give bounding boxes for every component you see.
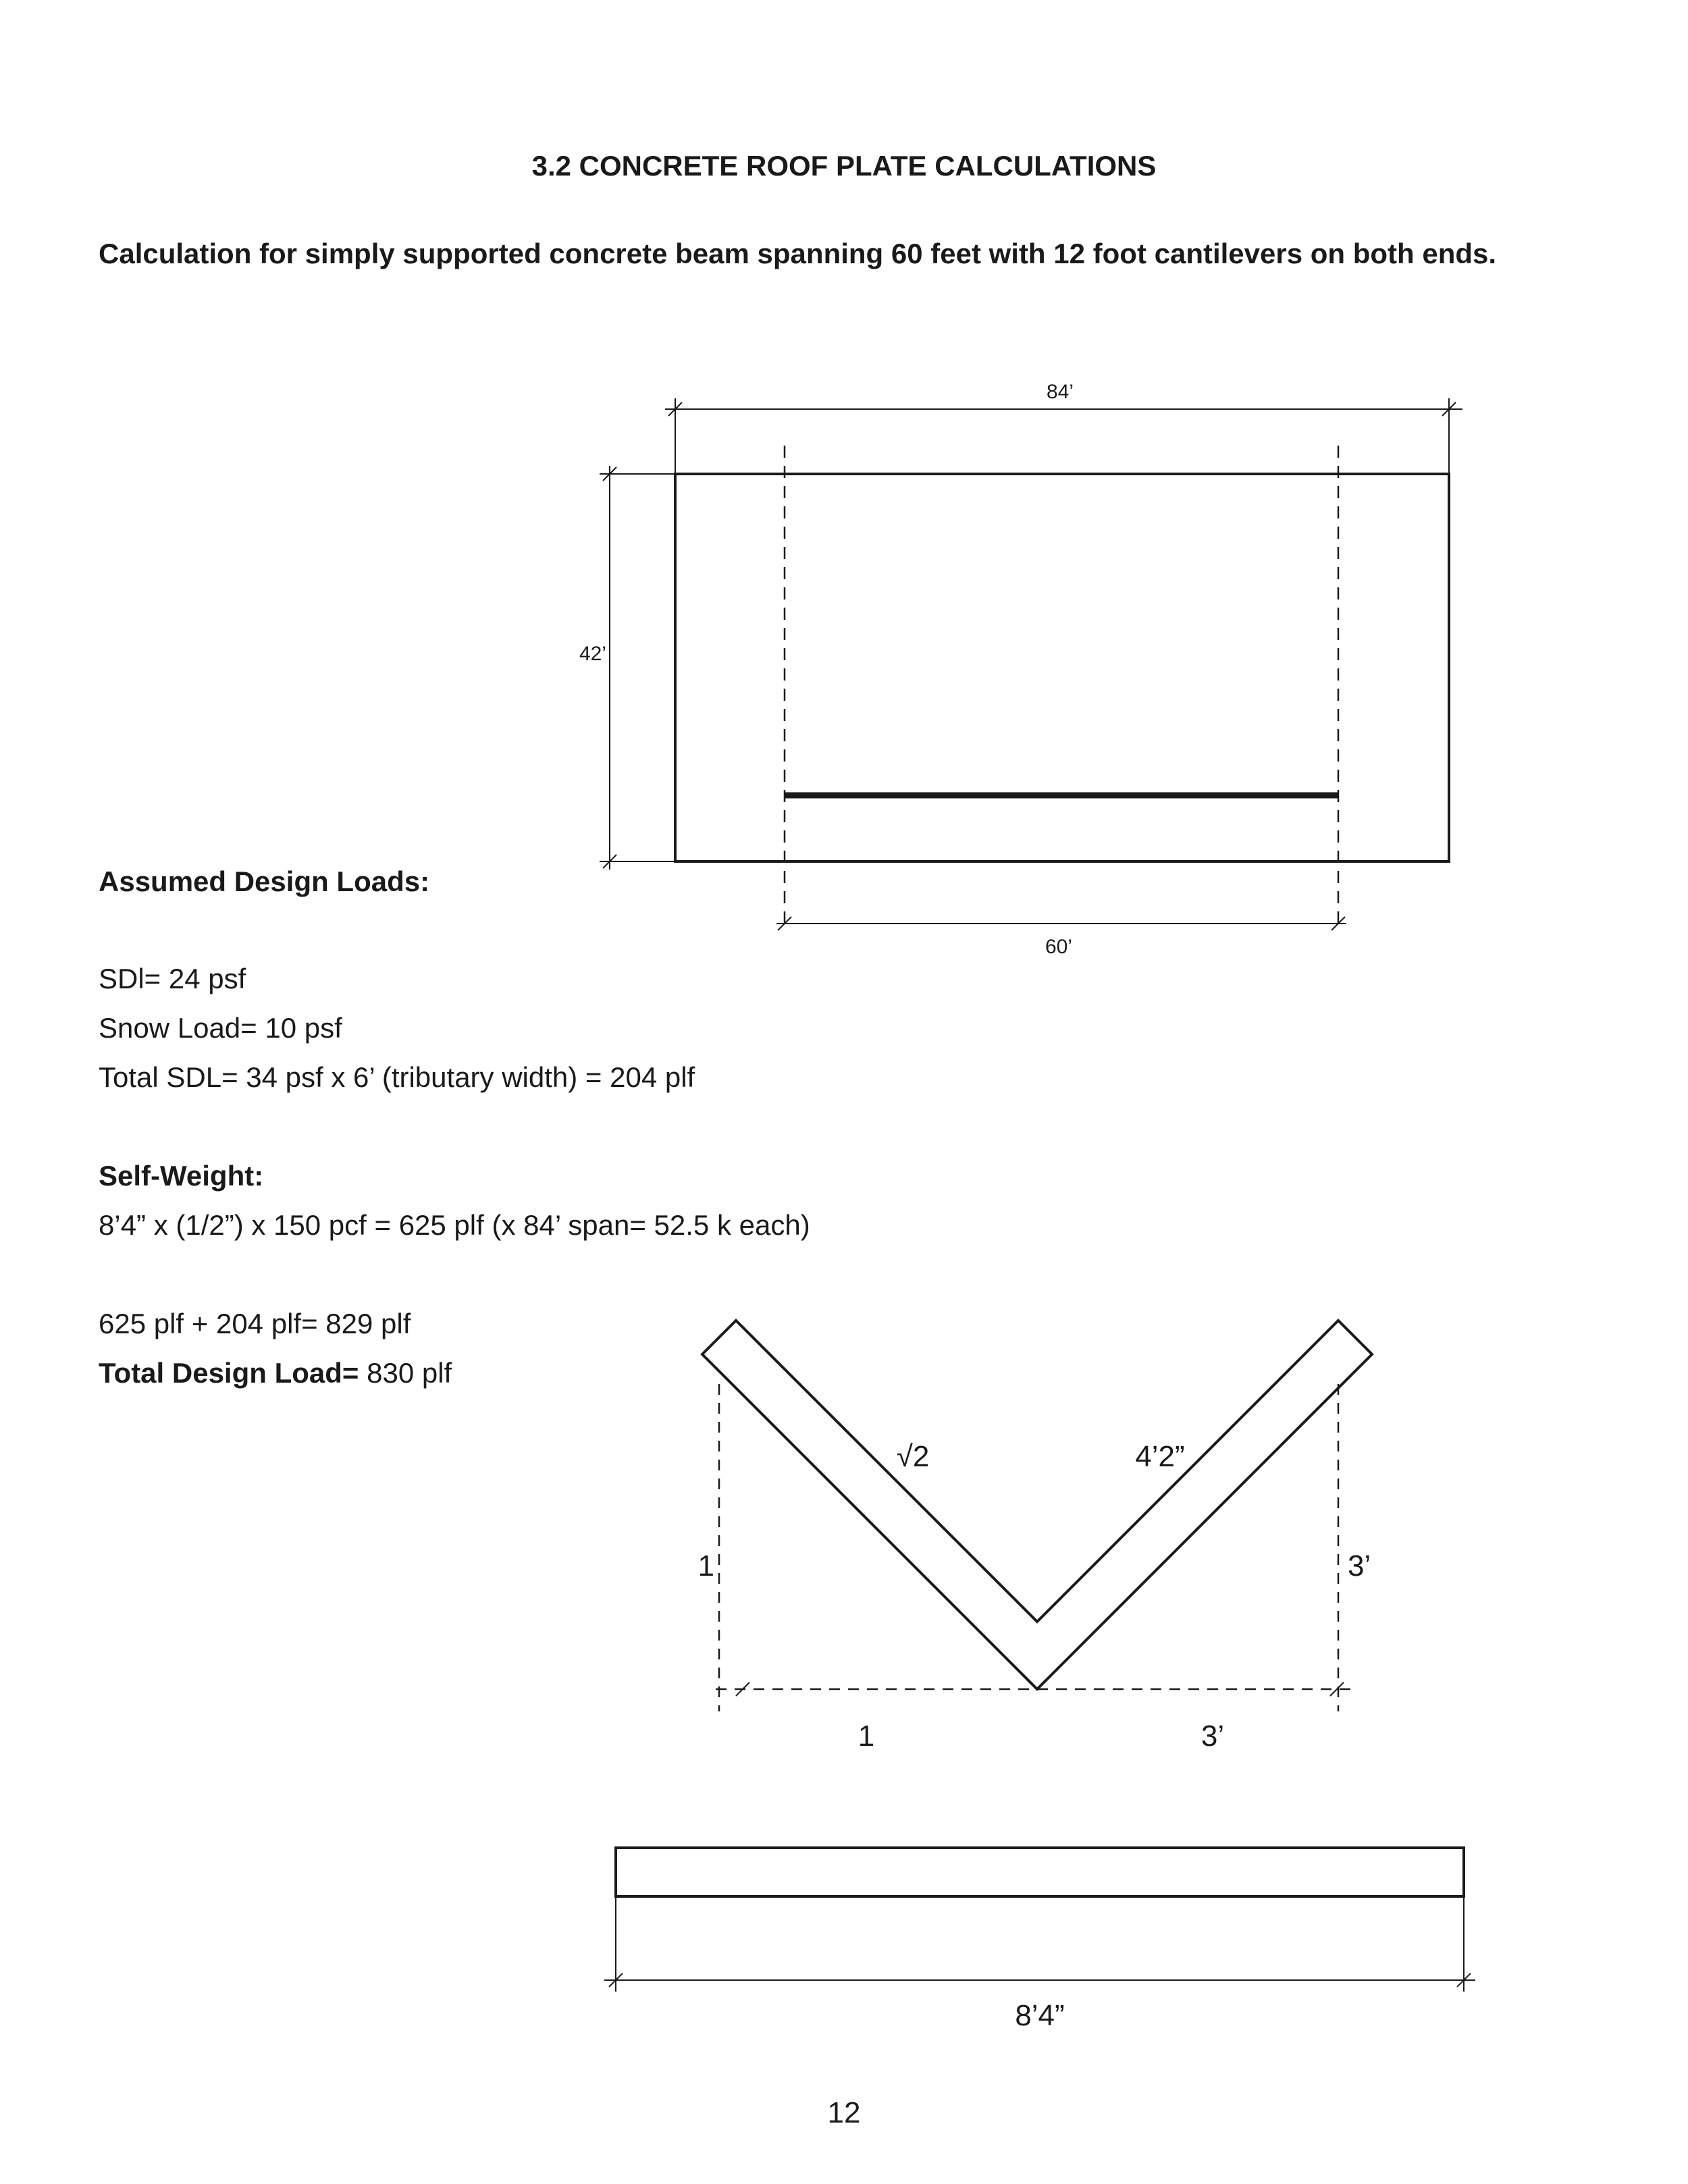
- total-sdl-line: Total SDL= 34 psf x 6’ (tributary width) = 204 plf: [99, 1061, 695, 1093]
- left-rise-label: 1: [697, 1549, 714, 1582]
- design-loads-heading: Assumed Design Loads:: [99, 865, 430, 897]
- left-run-label: 1: [858, 1720, 875, 1753]
- unfolded-plate-diagram: [604, 1848, 1475, 1992]
- total-design-load-label: Total Design Load=: [99, 1357, 359, 1389]
- height-dimension-label: 42’: [579, 643, 607, 665]
- v-plate-section: [702, 1321, 1372, 1689]
- load-sum-line: 625 plf + 204 plf= 829 plf: [99, 1308, 411, 1339]
- roof-plate-outline: [675, 474, 1449, 861]
- right-slope-label: 4’2”: [1135, 1440, 1185, 1473]
- self-weight-heading: Self-Weight:: [99, 1160, 264, 1192]
- snow-load-line: Snow Load= 10 psf: [99, 1012, 342, 1044]
- width-dimension-label: 84’: [1046, 381, 1074, 403]
- section-diagram: [702, 1321, 1372, 1711]
- right-run-label: 3’: [1201, 1720, 1225, 1753]
- plan-diagram: [600, 398, 1462, 932]
- right-rise-label: 3’: [1348, 1549, 1371, 1582]
- page-number: 12: [827, 2096, 861, 2129]
- length-dimension-label: 8’4”: [1015, 1999, 1065, 2032]
- left-slope-label: √2: [896, 1440, 930, 1473]
- calculation-description: Calculation for simply supported concrete beam spanning 60 feet with 12 foot cantilevers on both ends.: [99, 238, 1497, 269]
- self-weight-line: 8’4” x (1/2”) x 150 pcf = 625 plf (x 84’ span= 52.5 k each): [99, 1209, 810, 1241]
- total-design-load-value: 830 plf: [359, 1357, 452, 1389]
- page-title: 3.2 CONCRETE ROOF PLATE CALCULATIONS: [531, 150, 1157, 182]
- sdl-line: SDl= 24 psf: [99, 963, 246, 994]
- span-dimension-label: 60’: [1045, 936, 1073, 958]
- unfolded-plate-outline: [616, 1848, 1464, 1896]
